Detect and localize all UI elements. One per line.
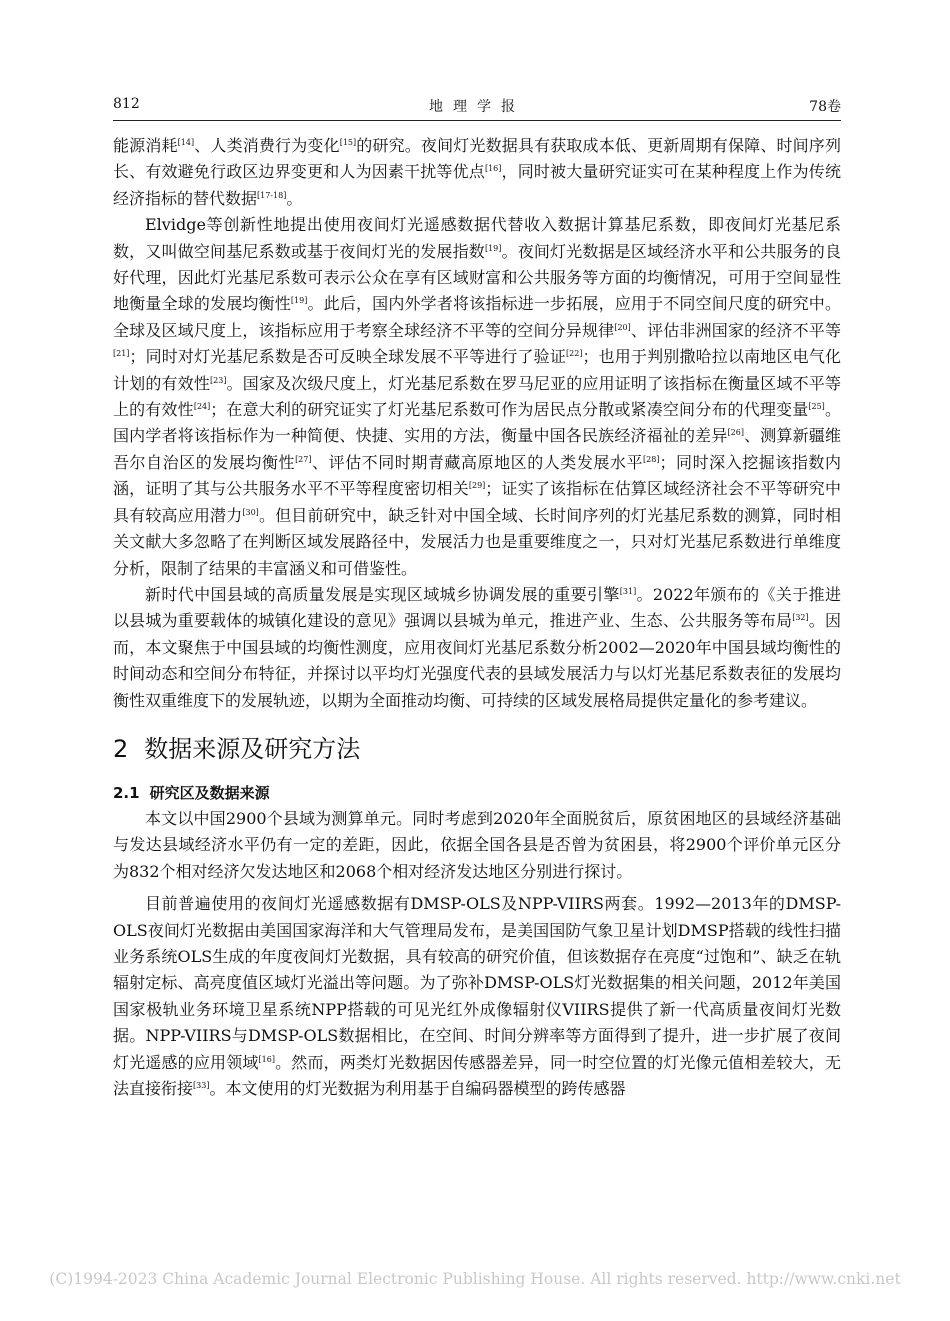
paragraph-text: 目前普遍使用的夜间灯光遥感数据有DMSP-OLS及NPP-VIIRS两套。1992—2013年的DMSP-OLS夜间灯光数据由美国国家海洋和大气管理局发布，是美国国防气象卫星计划DMSP搭载的线性扫描业务系统OLS生成的年度夜间灯光数据，具有较高的研究价值，但该数据存在亮度“过饱和”、缺乏在轨辐射定标、高亮度值区域灯光溢出等问题。为了弥补DMSP-OLS灯光数据集的相关问题，2012年美国国家极轨业务环境卫星系统NPP搭载的可见光红外成像辐射仪VIIRS提供了新一代高质量夜间灯光数据。NPP-VIIRS与DMSP-OLS数据相比，在空间、时间分辨率等方面得到了提升，进一步扩展了夜间灯光遥感的应用领域 bbox=[113, 894, 841, 1072]
paragraph-text: 、评估不同时期青藏高原地区的人类发展水平 bbox=[311, 452, 644, 472]
citation-ref: [26] bbox=[727, 428, 744, 438]
paragraph-text: 的研究。夜间灯光数据具有获取成本低、更新周期有保障、时间序列长、有效避免行政区边界变更和人为因素干扰等优点 bbox=[113, 136, 841, 182]
citation-ref: [29] bbox=[468, 481, 486, 491]
paragraph-text: 、评估非洲国家的经济不平等 bbox=[630, 320, 841, 340]
citation-ref: [28] bbox=[643, 454, 660, 464]
citation-ref: [14] bbox=[177, 138, 195, 147]
paragraph-text: 新时代中国县域的高质量发展是实现区域城乡协调发展的重要引擎 bbox=[145, 584, 620, 604]
citation-ref: [19] bbox=[484, 243, 502, 253]
citation-ref: [20] bbox=[614, 322, 631, 332]
paragraph-text: Elvidge等创新性地提出使用夜间灯光遥感数据代替收入数据计算基尼系数，即夜间灯光基尼系数，又叫做空间基尼系数或基于夜间灯光的发展指数 bbox=[113, 215, 841, 261]
citation-ref: [30] bbox=[242, 507, 259, 517]
paragraph-text: 。国内学者将该指标作为一种简便、快捷、实用的方法，衡量中国各民族经济福祉的差异 bbox=[113, 400, 841, 446]
paragraph-text: 。因而，本文聚焦于中国县域的均衡性测度，应用夜间灯光基尼系数分析2002—2020年中国县域均衡性的时间动态和空间分布特征，并探讨以平均灯光强度代表的县域发展活力与以灯光基尼系数表征的发展均衡性双重维度下的发展轨迹，以期为全面推动均衡、可持续的区域发展格局提供定量化的参考建议。 bbox=[113, 611, 841, 710]
paragraph-text: 。但目前研究中，缺乏针对中国全域、长时间序列的灯光基尼系数的测算，同时相关文献大多忽略了在判断区域发展路径中，发展活力也是重要维度之一，只对灯光基尼系数进行单维度分析，限制了结果的丰富涵义和可借鉴性。 bbox=[113, 505, 841, 578]
paragraphs-top bbox=[113, 133, 841, 714]
paragraph-text: 。2022年颁布的《关于推进以县城为重要载体的城镇化建设的意见》强调以县城为单元，推进产业、生态、公共服务等布局 bbox=[113, 584, 841, 631]
article-body bbox=[113, 133, 841, 1102]
body-paragraph bbox=[113, 133, 841, 212]
paragraph-text: 。国家及次级尺度上，灯光基尼系数在罗马尼亚的应用证明了该指标在衡量区域不平等上的有效性 bbox=[113, 373, 841, 420]
citation-ref: [17-18] bbox=[257, 190, 287, 200]
paragraphs-bottom bbox=[113, 806, 841, 1102]
paragraph-text: ；同时对灯光基尼系数是否可反映全球发展不平等进行了验证 bbox=[129, 347, 567, 367]
paragraph-text: ；证实了该指标在估算区域经济社会不平等研究中具有较高应用潜力 bbox=[113, 479, 841, 525]
paragraph-text: ，同时被大量研究证实可在某种程度上作为传统经济指标的替代数据 bbox=[113, 162, 841, 208]
paragraph-text: 。本文使用的灯光数据为利用基于自编码器模型的跨传感器 bbox=[209, 1079, 626, 1098]
section-heading bbox=[113, 732, 841, 766]
copyright-footer: (C)1994-2023 China Academic Journal Electronic Publishing House. All rights reserved. http://www.cnki.net bbox=[49, 1270, 901, 1288]
section-number: 2 bbox=[113, 734, 129, 763]
paragraph-text: 。然而，两类灯光数据因传感器差异，同一时空位置的灯光像元值相差较大，无法直接衔接 bbox=[113, 1052, 841, 1098]
running-header bbox=[113, 96, 841, 118]
paragraph-text: 。此后，国内外学者将该指标进一步拓展，应用于不同空间尺度的研究中。全球及区域尺度上，该指标应用于考察全球经济不平等的空间分异规律 bbox=[113, 294, 841, 340]
paragraph-text: 本文以中国2900个县域为测算单元。同时考虑到2020年全面脱贫后，原贫困地区的县域经济基础与发达县域经济水平仍有一定的差距，因此，依据全国各县是否曾为贫困县，将2900个评价单元区分为832个相对经济欠发达地区和2068个相对经济发达地区分别进行探讨。 bbox=[113, 808, 841, 881]
citation-ref: [22] bbox=[566, 349, 583, 359]
body-paragraph bbox=[113, 891, 841, 1102]
volume-number: 78卷 bbox=[809, 99, 841, 115]
citation-ref: [23] bbox=[210, 375, 227, 385]
citation-ref: [15] bbox=[339, 138, 357, 147]
body-paragraph bbox=[113, 212, 841, 582]
paragraph-text: ；同时深入挖掘该指数内涵，证明了其与公共服务水平不平等程度密切相关 bbox=[113, 452, 841, 499]
section-title: 数据来源及研究方法 bbox=[144, 734, 361, 763]
paragraph-text: 、测算新疆维吾尔自治区的发展均衡性 bbox=[113, 426, 841, 472]
citation-ref: [16] bbox=[258, 1054, 275, 1064]
paragraph-text: ；在意大利的研究证实了灯光基尼系数可作为居民点分散或紧凑空间分布的代理变量 bbox=[210, 400, 809, 420]
subsection-title: 研究区及数据来源 bbox=[149, 783, 270, 802]
citation-ref: [19] bbox=[290, 296, 308, 306]
body-paragraph bbox=[113, 582, 841, 714]
body-paragraph bbox=[113, 806, 841, 885]
citation-ref: [31] bbox=[619, 586, 637, 596]
citation-ref: [21] bbox=[113, 349, 130, 359]
paragraph-text: ；也用于判别撒哈拉以南地区电气化计划的有效性 bbox=[113, 347, 841, 393]
citation-ref: [24] bbox=[193, 402, 211, 412]
paragraph-text: 。 bbox=[286, 188, 303, 208]
paragraph-text: 、人类消费行为变化 bbox=[194, 136, 340, 155]
paragraph-text: 能源消耗 bbox=[113, 136, 178, 155]
header-rule bbox=[113, 120, 841, 121]
citation-ref: [32] bbox=[792, 613, 809, 623]
citation-ref: [33] bbox=[193, 1081, 210, 1090]
paragraph-text: 。夜间灯光数据是区域经济水平和公共服务的良好代理，因此灯光基尼系数可表示公众在享有区域财富和公共服务等方面的均衡情况，可用于空间显性地衡量全球的发展均衡性 bbox=[113, 241, 841, 314]
page-number: 812 bbox=[113, 96, 140, 112]
citation-ref: [27] bbox=[295, 454, 312, 464]
subsection-heading bbox=[113, 780, 841, 806]
subsection-number: 2.1 bbox=[113, 783, 140, 802]
journal-title: 地理学报 bbox=[429, 99, 525, 115]
citation-ref: [25] bbox=[808, 402, 825, 412]
citation-ref: [16] bbox=[484, 164, 502, 174]
